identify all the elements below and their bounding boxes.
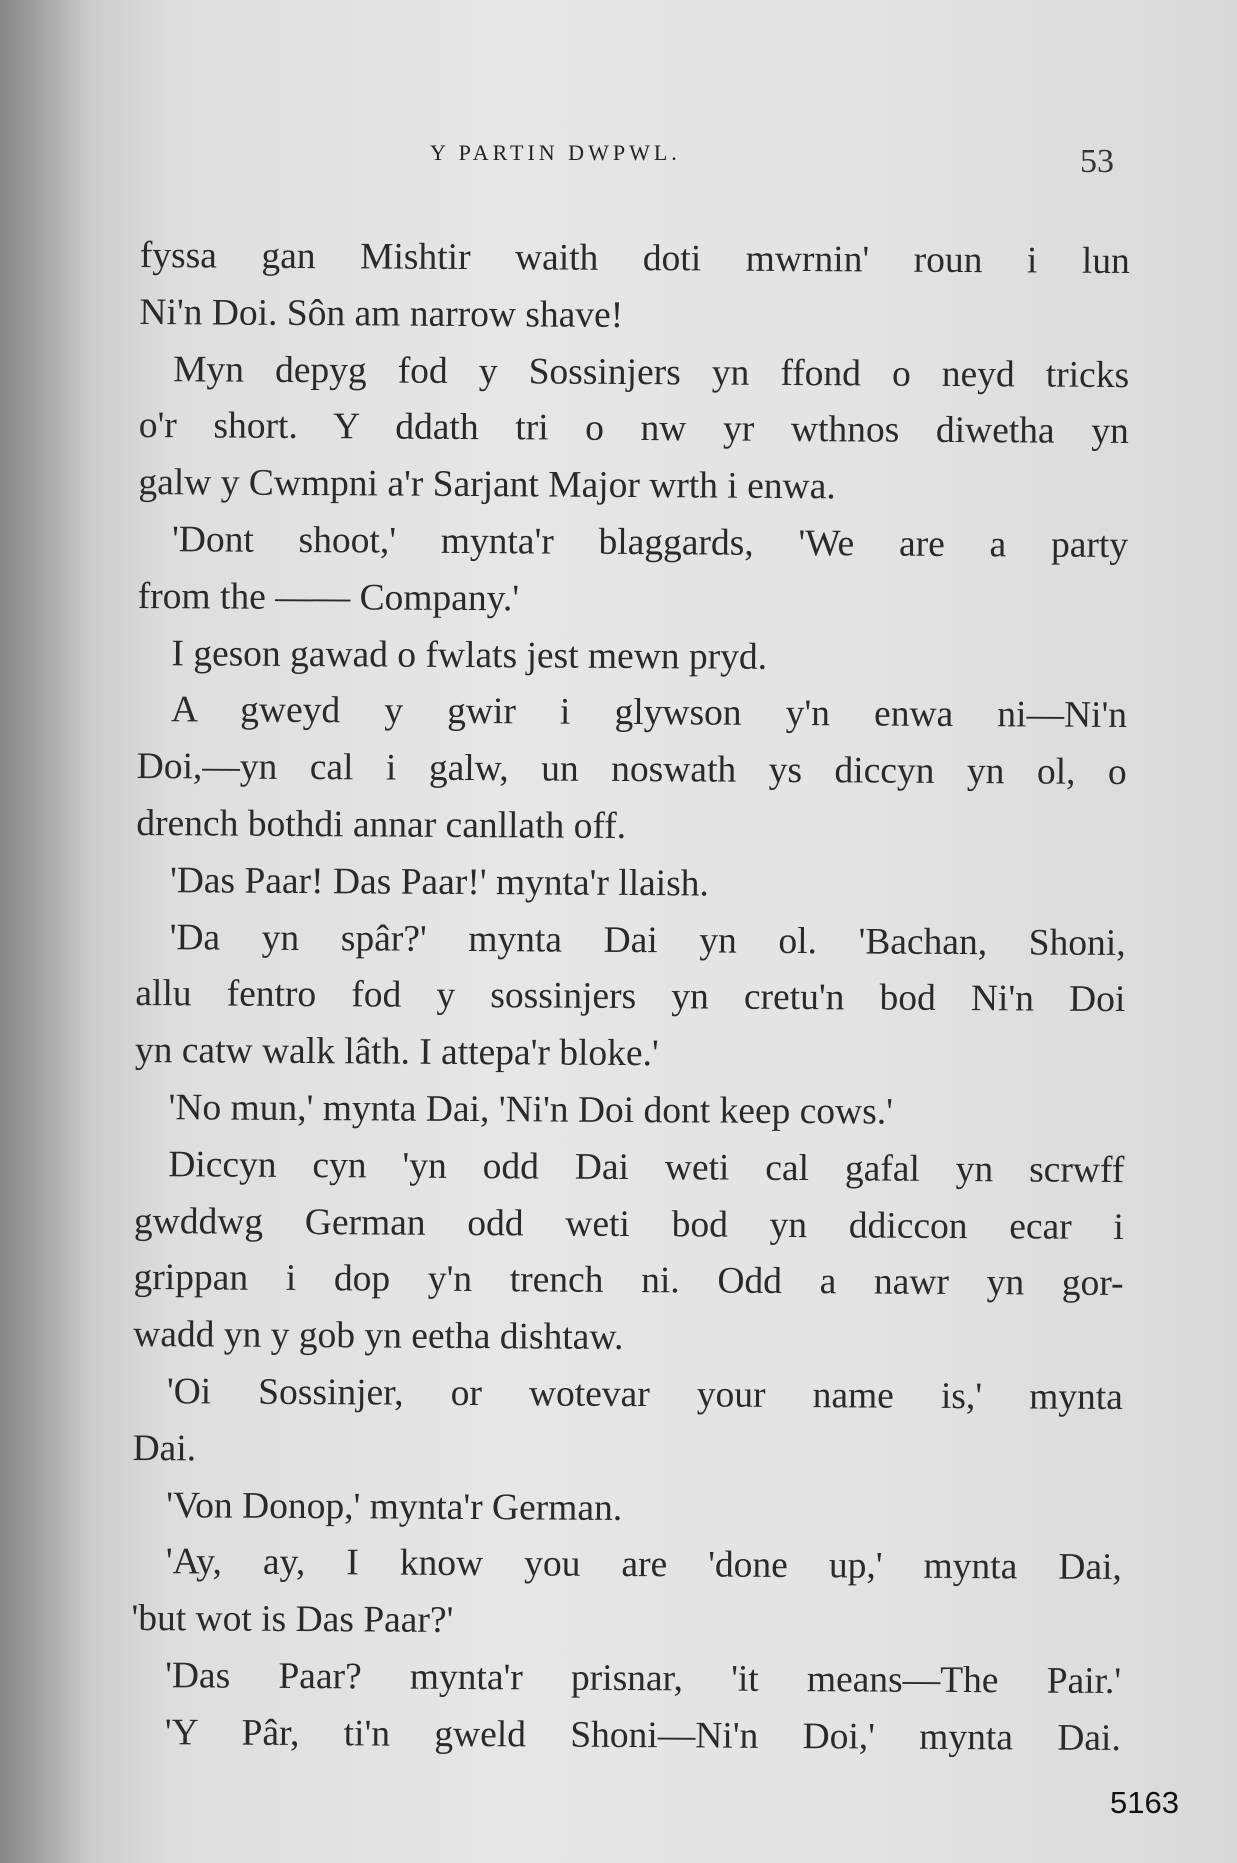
text-line: 'Da yn spâr?' mynta Dai yn ol. 'Bachan, Shoni, bbox=[169, 916, 1126, 964]
text-line: grippan i dop y'n trench ni. Odd a nawr yn gor- bbox=[133, 1257, 1124, 1305]
text-line: 'Oi Sossinjer, or wotevar your name is,' mynta bbox=[166, 1371, 1123, 1418]
text-line: Dai. bbox=[132, 1427, 197, 1470]
text-line: drench bothdi annar canllath off. bbox=[136, 802, 627, 847]
text-line: 'but wot is Das Paar?' bbox=[131, 1598, 454, 1642]
text-line: galw y Cwmpni a'r Sarjant Major wrth i enwa. bbox=[138, 462, 836, 508]
text-line: fyssa gan Mishtir waith doti mwrnin' roun i lun bbox=[139, 234, 1130, 283]
text-line: allu fentro fod y sossinjers yn cretu'n bod Ni'n Doi bbox=[135, 973, 1126, 1021]
text-line: yn catw walk lâth. I attepa'r bloke.' bbox=[134, 1030, 659, 1075]
text-line: A gweyd y gwir i glywson y'n enwa ni—Ni'n bbox=[170, 689, 1128, 737]
text-line: o'r short. Y ddath tri o nw yr wthnos diwetha yn bbox=[138, 405, 1129, 453]
page-number: 53 bbox=[1080, 143, 1114, 180]
text-line: 'No mun,' mynta Dai, 'Ni'n Doi dont keep cows.' bbox=[168, 1087, 894, 1133]
text-line: wadd yn y gob yn eetha dishtaw. bbox=[133, 1314, 624, 1359]
body-text bbox=[131, 228, 1130, 1768]
text-line: Myn depyg fod y Sossinjers yn ffond o neyd tricks bbox=[173, 348, 1130, 396]
text-line: 'Das Paar! Das Paar!' mynta'r llaish. bbox=[169, 859, 710, 905]
catalogue-number: 5163 bbox=[1110, 1785, 1179, 1820]
text-line: 'Dont shoot,' mynta'r blaggards, 'We are a party bbox=[171, 519, 1129, 567]
running-title: Y PARTIN DWPWL. bbox=[430, 140, 681, 165]
text-line: Doi,—yn cal i galw, un noswath ys diccyn yn ol, o bbox=[136, 746, 1127, 794]
text-line: from the —— Company.' bbox=[137, 575, 520, 620]
text-line: gwddwg German odd weti bod yn ddiccon ecar i bbox=[133, 1200, 1125, 1248]
text-line: 'Von Donop,' mynta'r German. bbox=[166, 1484, 623, 1529]
text-line: 'Y Pâr, ti'n gweld Shoni—Ni'n Doi,' mynta Dai. bbox=[164, 1711, 1121, 1759]
text-line: Diccyn cyn 'yn odd Dai weti cal gafal yn scrwff bbox=[168, 1143, 1125, 1191]
text-line: I geson gawad o fwlats jest mewn pryd. bbox=[171, 632, 768, 678]
text-line: Ni'n Doi. Sôn am narrow shave! bbox=[139, 291, 624, 336]
text-line: 'Ay, ay, I know you are 'done up,' mynta Dai, bbox=[165, 1541, 1122, 1589]
text-line: 'Das Paar? mynta'r prisnar, 'it means—The Pair.' bbox=[165, 1655, 1122, 1702]
